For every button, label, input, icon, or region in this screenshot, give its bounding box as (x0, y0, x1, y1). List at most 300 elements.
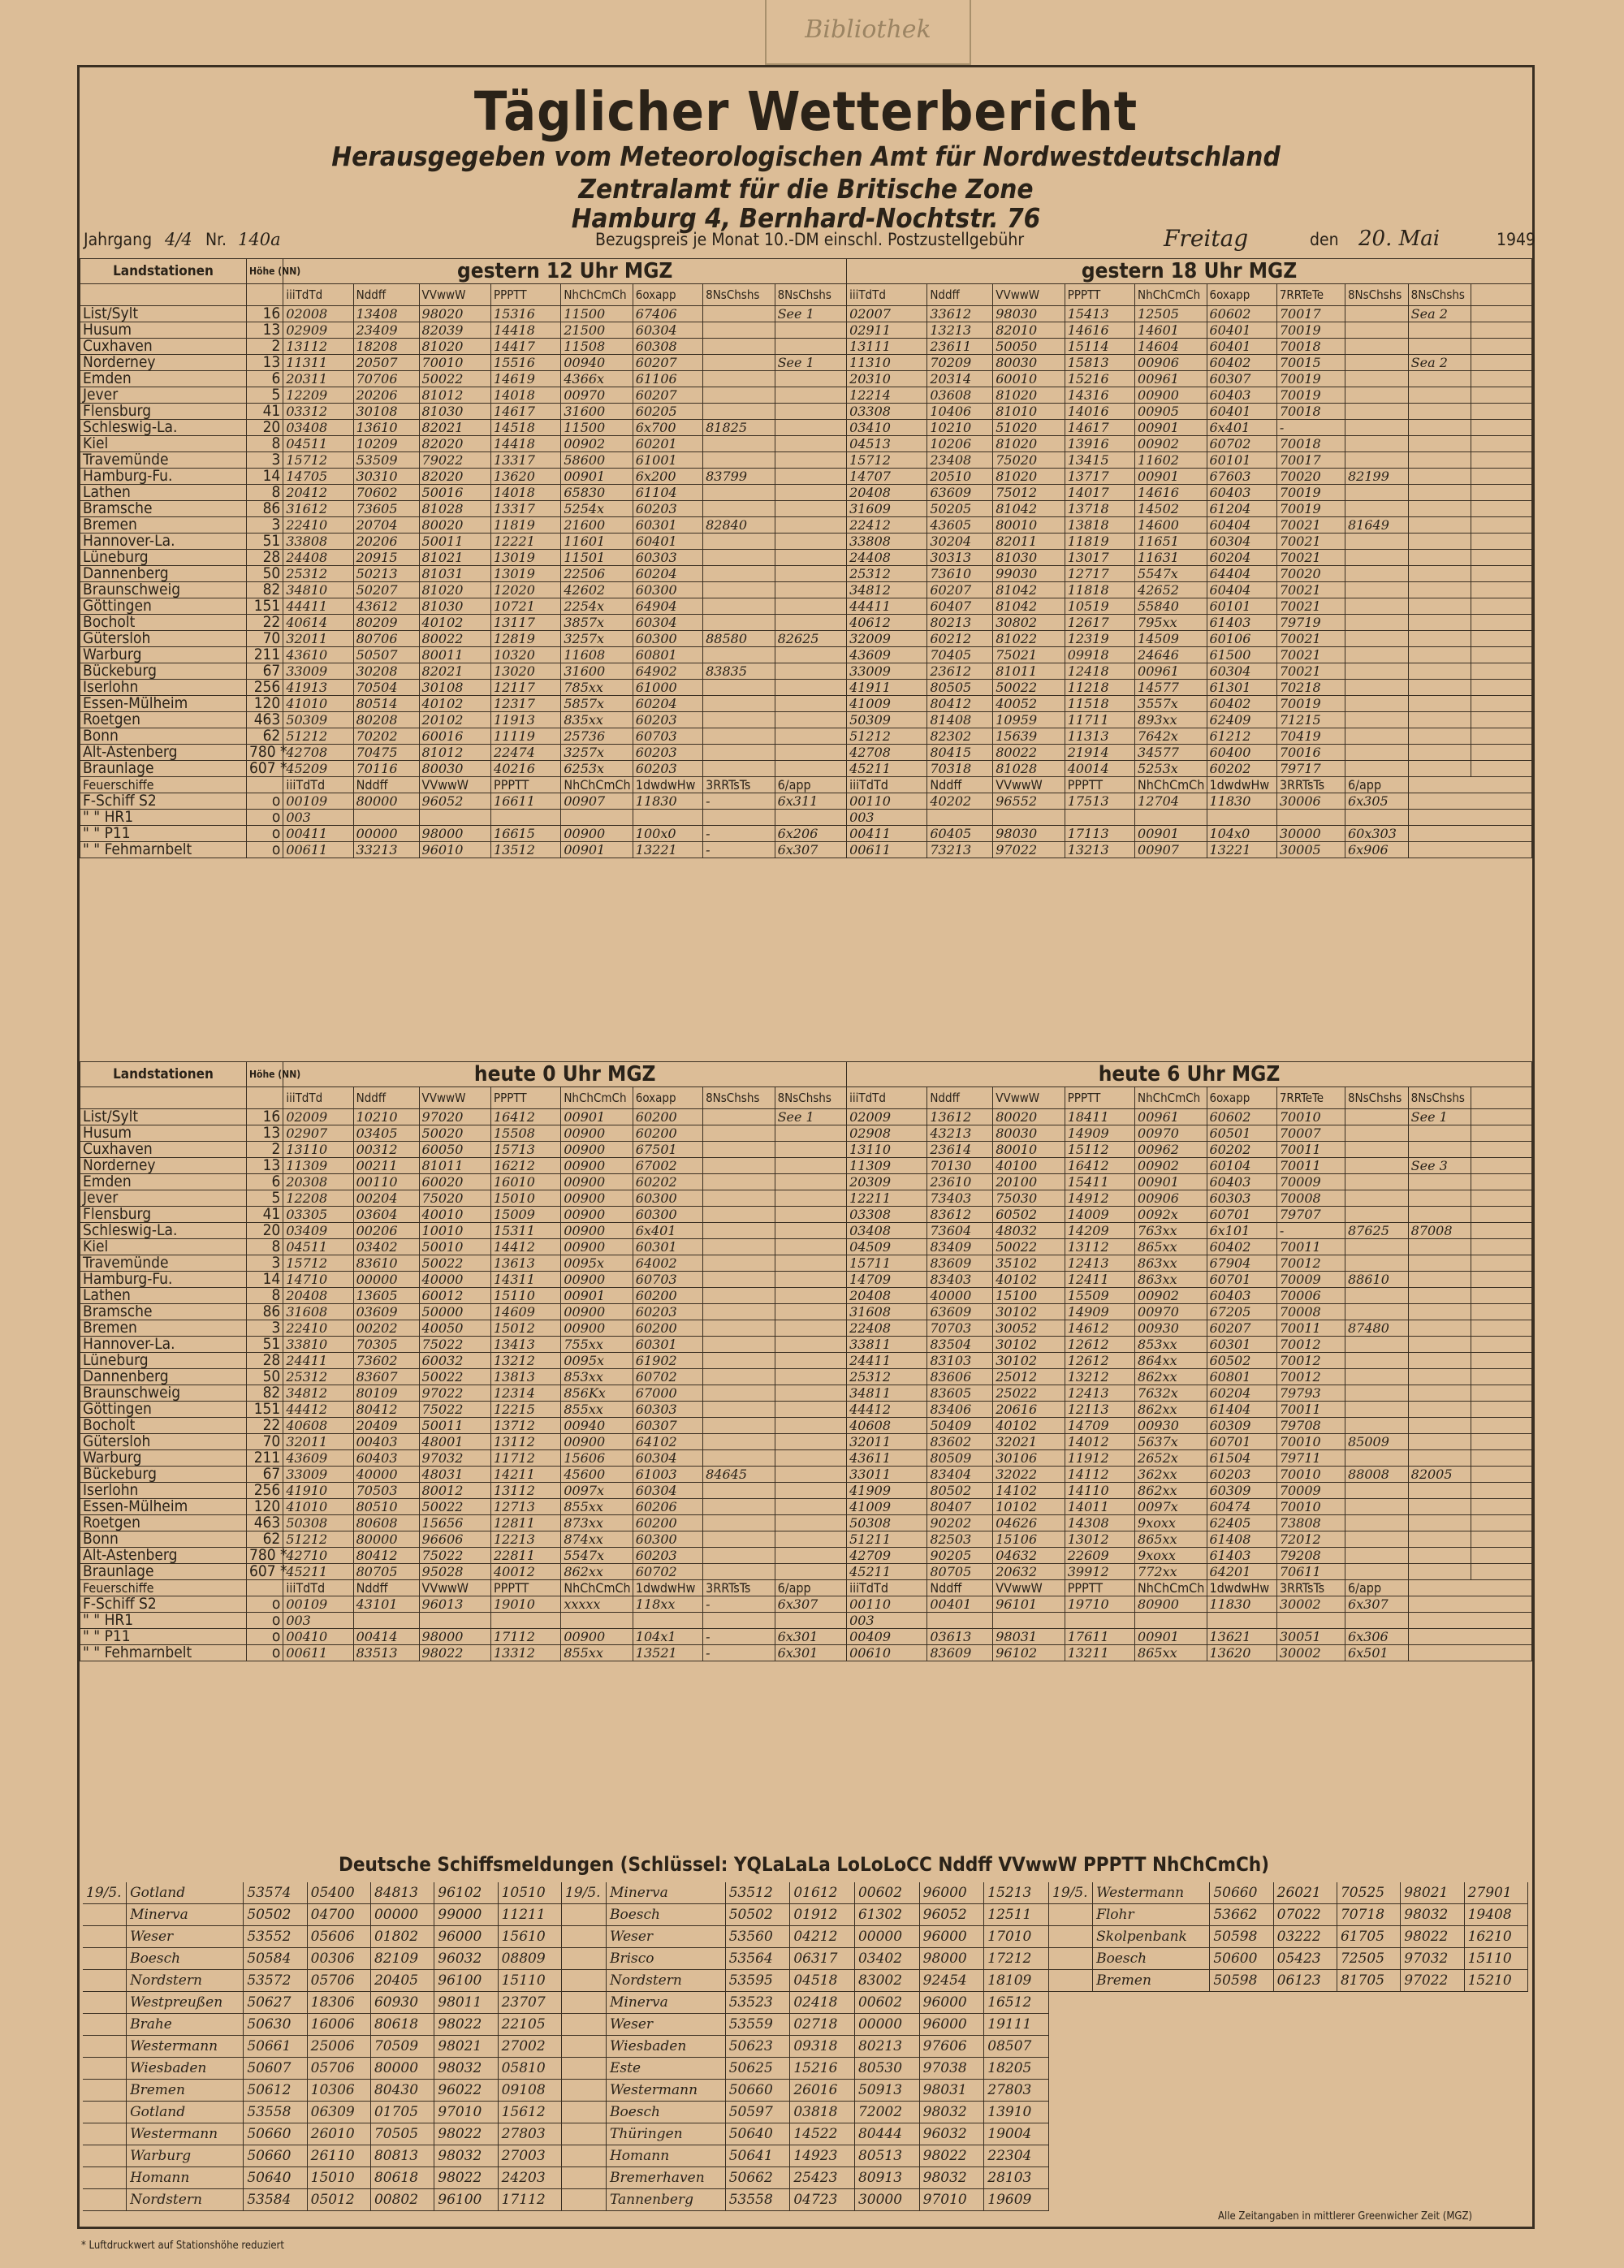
table-row (80, 452, 1532, 469)
observation-value: 83602 (927, 1434, 993, 1450)
observation-value (1345, 534, 1408, 550)
observation-value: 14577 (1135, 680, 1207, 696)
observation-value (775, 1531, 847, 1548)
observation-value: 83609 (927, 1645, 993, 1661)
observation-value: 12208 (283, 1190, 353, 1207)
ship-value: 50600 (1210, 1948, 1273, 1970)
ship-name: Este (606, 2058, 725, 2080)
observation-value (775, 1320, 847, 1337)
station-name: Braunlage (80, 1564, 247, 1580)
observation-value (993, 1613, 1065, 1629)
blank-cell (1471, 501, 1532, 517)
observation-value: - (703, 842, 775, 858)
blank-cell (1408, 1645, 1531, 1661)
report-date (1049, 1970, 1093, 1992)
observation-value: 60020 (419, 1174, 490, 1190)
observation-value: 60202 (633, 1174, 702, 1190)
observation-value: 83605 (927, 1385, 993, 1402)
observation-value: 6x501 (1345, 1645, 1408, 1661)
table-row (80, 761, 1532, 777)
observation-value: 60702 (633, 1564, 702, 1580)
ship-name: Bremerhaven (606, 2167, 725, 2189)
column-header: 6oxapp (633, 284, 702, 306)
observation-value: 82199 (1345, 469, 1408, 485)
shipping-title: Deutsche Schiffsmeldungen (Schlüssel: YQLaLaLa LoLoLoCC Nddff VVwwW PPPTT NhChCmCh) (338, 1853, 1270, 1876)
observation-value: 9xoxx (1135, 1515, 1207, 1531)
station-name: Iserlohn (80, 680, 247, 696)
station-name: Hannover-La. (80, 1337, 247, 1353)
observation-value: 51211 (847, 1531, 927, 1548)
lightship-name: " " HR1 (80, 1613, 247, 1629)
office-line: Zentralamt für die Britische Zone (578, 173, 1034, 205)
section-title: gestern 12 Uhr MGZ (283, 259, 847, 284)
observation-value: 40014 (1065, 761, 1134, 777)
observation-value: 00905 (1135, 404, 1207, 420)
observation-value: 64404 (1207, 566, 1276, 582)
column-header: NhChCmCh (561, 284, 633, 306)
ship-value: 50584 (244, 1948, 307, 1970)
observation-value (703, 615, 775, 631)
ship-name: Nordstern (606, 1970, 725, 1992)
observation-value: 60200 (633, 1320, 702, 1337)
observation-value (1408, 501, 1471, 517)
ship-value: 18205 (984, 2058, 1049, 2080)
observation-value: 71215 (1276, 712, 1345, 728)
observation-value: 70318 (927, 761, 993, 777)
observation-value: 70010 (1276, 1499, 1345, 1515)
observation-value: 83606 (927, 1369, 993, 1385)
blank-cell (1408, 826, 1531, 842)
table-row (83, 1904, 562, 1926)
ship-name: Skolpenbank (1093, 1926, 1210, 1948)
observation-value: 362xx (1135, 1467, 1207, 1483)
ship-value: 80618 (370, 2167, 434, 2189)
observation-value: 60200 (633, 1515, 702, 1531)
observation-value: 13317 (491, 452, 561, 469)
column-header: 8NsChshs (775, 284, 846, 306)
station-name: Norderney (80, 355, 247, 371)
observation-value: 12211 (847, 1190, 927, 1207)
observation-value: 14112 (1065, 1467, 1134, 1483)
station-height: 22 (247, 1418, 283, 1434)
observation-value: 96552 (993, 793, 1065, 810)
observation-value: 09918 (1065, 647, 1134, 663)
observation-value: 79208 (1276, 1548, 1345, 1564)
observation-value: - (1276, 1223, 1345, 1239)
observation-value: 15112 (1065, 1142, 1134, 1158)
observation-value: 10721 (491, 598, 561, 615)
ship-value: 09318 (790, 2036, 855, 2058)
observation-value: 21500 (561, 322, 633, 339)
observation-value: 97032 (419, 1450, 490, 1467)
observation-value: 70016 (1276, 745, 1345, 761)
observation-value: 20308 (283, 1174, 353, 1190)
observation-value: 70504 (353, 680, 419, 696)
observation-value (1408, 761, 1471, 777)
observation-value: 763xx (1135, 1223, 1207, 1239)
table-row (83, 2102, 562, 2123)
observation-value: 80608 (353, 1515, 419, 1531)
table-row (80, 322, 1532, 339)
observation-value: 14009 (1065, 1207, 1134, 1223)
observation-value: 13620 (1207, 1645, 1276, 1661)
observation-value: 98031 (993, 1629, 1065, 1645)
observation-value: 70019 (1276, 485, 1345, 501)
table-row (80, 339, 1532, 355)
station-height: 86 (247, 1304, 283, 1320)
ship-value: 19609 (984, 2189, 1049, 2211)
observation-value: 14417 (491, 339, 561, 355)
observation-value: 60203 (633, 712, 702, 728)
observation-value (703, 371, 775, 387)
observation-value: 00902 (1135, 436, 1207, 452)
observation-value: 33213 (353, 842, 419, 858)
observation-value: 31609 (847, 501, 927, 517)
ship-value: 84813 (370, 1882, 434, 1904)
observation-value: 13212 (1065, 1369, 1134, 1385)
den-label: den (1310, 230, 1339, 249)
observation-value: 96101 (993, 1596, 1065, 1613)
ship-name: Boesch (606, 2102, 725, 2123)
observation-value: 30102 (993, 1337, 1065, 1353)
observation-value: 51212 (847, 728, 927, 745)
observation-value: 15712 (283, 452, 353, 469)
station-name: Essen-Mülheim (80, 1499, 247, 1515)
observation-value: 14612 (1065, 1320, 1134, 1337)
blank-cell (1471, 1434, 1532, 1450)
observation-value: 10959 (993, 712, 1065, 728)
observation-value: 50022 (419, 1369, 490, 1385)
station-height: 51 (247, 534, 283, 550)
table-row (80, 1369, 1532, 1385)
ship-value: 96000 (919, 1992, 984, 2014)
observation-value: 31600 (561, 404, 633, 420)
observation-value: 50010 (419, 1239, 490, 1255)
observation-value (1408, 1564, 1471, 1580)
observation-value: 02008 (283, 306, 353, 322)
table-row (80, 1564, 1532, 1580)
observation-value: 60407 (927, 598, 993, 615)
blank-cell (1471, 534, 1532, 550)
observation-value: 43609 (847, 647, 927, 663)
jahrgang-value: 4/4 (165, 230, 192, 249)
observation-value (703, 306, 775, 322)
report-title: Täglicher Wetterbericht (473, 80, 1138, 143)
observation-value: 23610 (927, 1174, 993, 1190)
observation-value: 40216 (491, 761, 561, 777)
observation-value: 13612 (927, 1109, 993, 1125)
ship-value: 99000 (434, 1904, 498, 1926)
observation-value: 81010 (993, 404, 1065, 420)
table-row (80, 793, 1532, 810)
station-name: Bocholt (80, 615, 247, 631)
observation-value: 11508 (561, 339, 633, 355)
ship-value: 19408 (1464, 1904, 1527, 1926)
observation-value (775, 1564, 847, 1580)
observation-value: 31612 (283, 501, 353, 517)
table-row (80, 550, 1532, 566)
column-header: PPPTT (491, 1087, 561, 1109)
observation-value: 43605 (927, 517, 993, 534)
weather-table-yesterday (80, 258, 1532, 858)
observation-value (703, 1288, 775, 1304)
column-header: Nddff (927, 777, 993, 793)
blank-cell (1471, 1190, 1532, 1207)
observation-value: See 1 (1408, 1109, 1471, 1125)
observation-value (1408, 1450, 1471, 1467)
column-header: 1dwdwHw (1207, 1580, 1276, 1596)
observation-value (1408, 1515, 1471, 1531)
observation-value (1408, 436, 1471, 452)
observation-value (775, 663, 846, 680)
observation-value: 60204 (633, 566, 702, 582)
column-header: 6/app (1345, 777, 1408, 793)
ship-value: 83002 (854, 1970, 919, 1992)
observation-value: 795xx (1135, 615, 1207, 631)
observation-value (1345, 680, 1408, 696)
observation-value: 13521 (633, 1645, 702, 1661)
blank-cell (80, 284, 247, 306)
observation-value (703, 1239, 775, 1255)
blank-cell (1471, 1223, 1532, 1239)
table-row (80, 371, 1532, 387)
observation-value: 43213 (927, 1125, 993, 1142)
observation-value: 60702 (1207, 436, 1276, 452)
ship-value: 00306 (307, 1948, 370, 1970)
observation-value: 22408 (847, 1320, 927, 1337)
observation-value (1408, 1320, 1471, 1337)
station-height: 62 (247, 728, 283, 745)
observation-value: 64902 (633, 663, 702, 680)
observation-value: 15656 (419, 1515, 490, 1531)
ship-value: 80430 (370, 2080, 434, 2102)
observation-value: 70209 (927, 355, 993, 371)
observation-value: 13512 (491, 842, 561, 858)
ship-value: 98032 (434, 2058, 498, 2080)
observation-value (1345, 1190, 1408, 1207)
ship-value: 50612 (244, 2080, 307, 2102)
observation-value: 41913 (283, 680, 353, 696)
station-height: 8 (247, 1239, 283, 1255)
station-height: 151 (247, 598, 283, 615)
observation-value: See 3 (1408, 1158, 1471, 1174)
observation-value (1408, 420, 1471, 436)
observation-value (633, 810, 702, 826)
observation-value: 00211 (353, 1158, 419, 1174)
ship-value: 96000 (919, 1926, 984, 1948)
observation-value: 6x311 (775, 793, 846, 810)
observation-value: 3857x (561, 615, 633, 631)
observation-value: 11310 (847, 355, 927, 371)
observation-value: 70012 (1276, 1255, 1345, 1272)
table-row (1049, 1904, 1528, 1926)
observation-value: 14707 (847, 469, 927, 485)
observation-value: 104x1 (633, 1629, 702, 1645)
observation-value: 70475 (353, 745, 419, 761)
observation-value: 80022 (419, 631, 490, 647)
observation-value: 98022 (419, 1645, 490, 1661)
station-name: Kiel (80, 436, 247, 452)
table-row (80, 680, 1532, 696)
column-header: NhChCmCh (1135, 777, 1207, 793)
observation-value: 12418 (1065, 663, 1134, 680)
observation-value: 6253x (561, 761, 633, 777)
blank-cell (1471, 420, 1532, 436)
observation-value (775, 436, 846, 452)
ship-value: 12511 (984, 1904, 1049, 1926)
observation-value: 32011 (847, 1434, 927, 1450)
observation-value (703, 745, 775, 761)
observation-value: 30005 (1276, 842, 1345, 858)
observation-value (703, 1515, 775, 1531)
observation-value: 13415 (1065, 452, 1134, 469)
observation-value (1276, 810, 1345, 826)
station-name: Bramsche (80, 501, 247, 517)
observation-value: 30051 (1276, 1629, 1345, 1645)
observation-value (1345, 1109, 1408, 1125)
observation-value (775, 1418, 847, 1434)
ship-value: 50660 (725, 2080, 790, 2102)
observation-value: 14518 (491, 420, 561, 436)
observation-value: 81020 (419, 339, 490, 355)
ship-value: 97010 (919, 2189, 984, 2211)
library-stamp: Bibliothek (765, 0, 971, 65)
observation-value: 41009 (847, 1499, 927, 1515)
observation-value: 00900 (561, 1158, 633, 1174)
observation-value: 60200 (633, 1109, 702, 1125)
observation-value: 42708 (283, 745, 353, 761)
observation-value: 81028 (993, 761, 1065, 777)
observation-value: 003 (283, 1613, 353, 1629)
ship-value: 72505 (1337, 1948, 1400, 1970)
footnote-left: * Luftdruckwert auf Stationshöhe reduziert (81, 2240, 284, 2252)
subscription-price: Bezugspreis je Monat 10.-DM einschl. Postzustellgebühr (595, 230, 1025, 249)
report-date (83, 1948, 127, 1970)
observation-value: 70130 (927, 1158, 993, 1174)
column-header: PPPTT (491, 284, 561, 306)
observation-value: 6x401 (1207, 420, 1276, 436)
observation-value: 33009 (283, 663, 353, 680)
observation-value: 97020 (419, 1109, 490, 1125)
ship-name: Boesch (127, 1948, 244, 1970)
observation-value: 83609 (927, 1255, 993, 1272)
observation-value: 60303 (633, 1402, 702, 1418)
observation-value: 20408 (847, 485, 927, 501)
observation-value: 70011 (1276, 1239, 1345, 1255)
observation-value: 61408 (1207, 1531, 1276, 1548)
observation-value (703, 1434, 775, 1450)
observation-value (1345, 1385, 1408, 1402)
ship-name: Minerva (606, 1992, 725, 2014)
observation-value: 6x307 (775, 842, 846, 858)
observation-value: 14102 (993, 1483, 1065, 1499)
observation-value: 79708 (1276, 1418, 1345, 1434)
observation-value (775, 1434, 847, 1450)
observation-value (1408, 404, 1471, 420)
observation-value: 14017 (1065, 485, 1134, 501)
ship-value: 17112 (498, 2189, 561, 2211)
observation-value: 60207 (633, 387, 702, 404)
table-row (1049, 1882, 1528, 1904)
report-date (562, 2123, 606, 2145)
observation-value: 70703 (927, 1320, 993, 1337)
observation-value: 00906 (1135, 1190, 1207, 1207)
table-row (80, 1499, 1532, 1515)
station-name: Gütersloh (80, 631, 247, 647)
observation-value: 00907 (1135, 842, 1207, 858)
observation-value: 80213 (927, 615, 993, 631)
station-name: Jever (80, 1190, 247, 1207)
observation-value: 82302 (927, 728, 993, 745)
column-header: iiiTdTd (283, 777, 353, 793)
observation-value: 80705 (927, 1564, 993, 1580)
observation-value: 41911 (847, 680, 927, 696)
report-date (83, 1970, 127, 1992)
observation-value: 25736 (561, 728, 633, 745)
observation-value: 80020 (419, 517, 490, 534)
observation-value: 3257x (561, 631, 633, 647)
column-header: VVwwW (419, 1087, 490, 1109)
observation-value: 80030 (993, 355, 1065, 371)
observation-value: 60203 (633, 501, 702, 517)
observation-value: 13712 (491, 1418, 561, 1434)
observation-value: 15413 (1065, 306, 1134, 322)
observation-value: 865xx (1135, 1645, 1207, 1661)
report-date (1049, 1904, 1093, 1926)
blank-cell (247, 284, 283, 306)
shipping-table-1 (83, 1882, 562, 2211)
station-height: 5 (247, 1190, 283, 1207)
observation-value: 60309 (1207, 1483, 1276, 1499)
observation-value: 00970 (1135, 1125, 1207, 1142)
observation-value: 80030 (419, 761, 490, 777)
report-date (562, 2014, 606, 2036)
station-name: Hannover-La. (80, 534, 247, 550)
observation-value (927, 1613, 993, 1629)
observation-value: 2652x (1135, 1450, 1207, 1467)
observation-value: 70017 (1276, 452, 1345, 469)
observation-value: 30208 (353, 663, 419, 680)
observation-value (1345, 387, 1408, 404)
observation-value (1408, 1385, 1471, 1402)
station-height: 13 (247, 1158, 283, 1174)
observation-value (1345, 1418, 1408, 1434)
observation-value (1345, 452, 1408, 469)
blank-cell (1471, 696, 1532, 712)
ship-value: 06123 (1273, 1970, 1337, 1992)
observation-value: 865xx (1135, 1531, 1207, 1548)
table-row (80, 1402, 1532, 1418)
observation-value: 14016 (1065, 404, 1134, 420)
observation-value (703, 1385, 775, 1402)
observation-value: 03408 (847, 1223, 927, 1239)
ship-value: 80000 (370, 2058, 434, 2080)
table-row (80, 1548, 1532, 1564)
observation-value (703, 1207, 775, 1223)
observation-value: 14418 (491, 322, 561, 339)
observation-value: 21600 (561, 517, 633, 534)
observation-value: 22410 (283, 517, 353, 534)
lightship-height: o (247, 1645, 283, 1661)
observation-value: 11601 (561, 534, 633, 550)
ship-value: 07022 (1273, 1904, 1337, 1926)
observation-value: 33612 (927, 306, 993, 322)
observation-value: 20915 (353, 550, 419, 566)
station-name: Hamburg-Fu. (80, 469, 247, 485)
ship-value: 23707 (498, 1992, 561, 2014)
observation-value: 61403 (1207, 1548, 1276, 1564)
observation-value: 61301 (1207, 680, 1276, 696)
